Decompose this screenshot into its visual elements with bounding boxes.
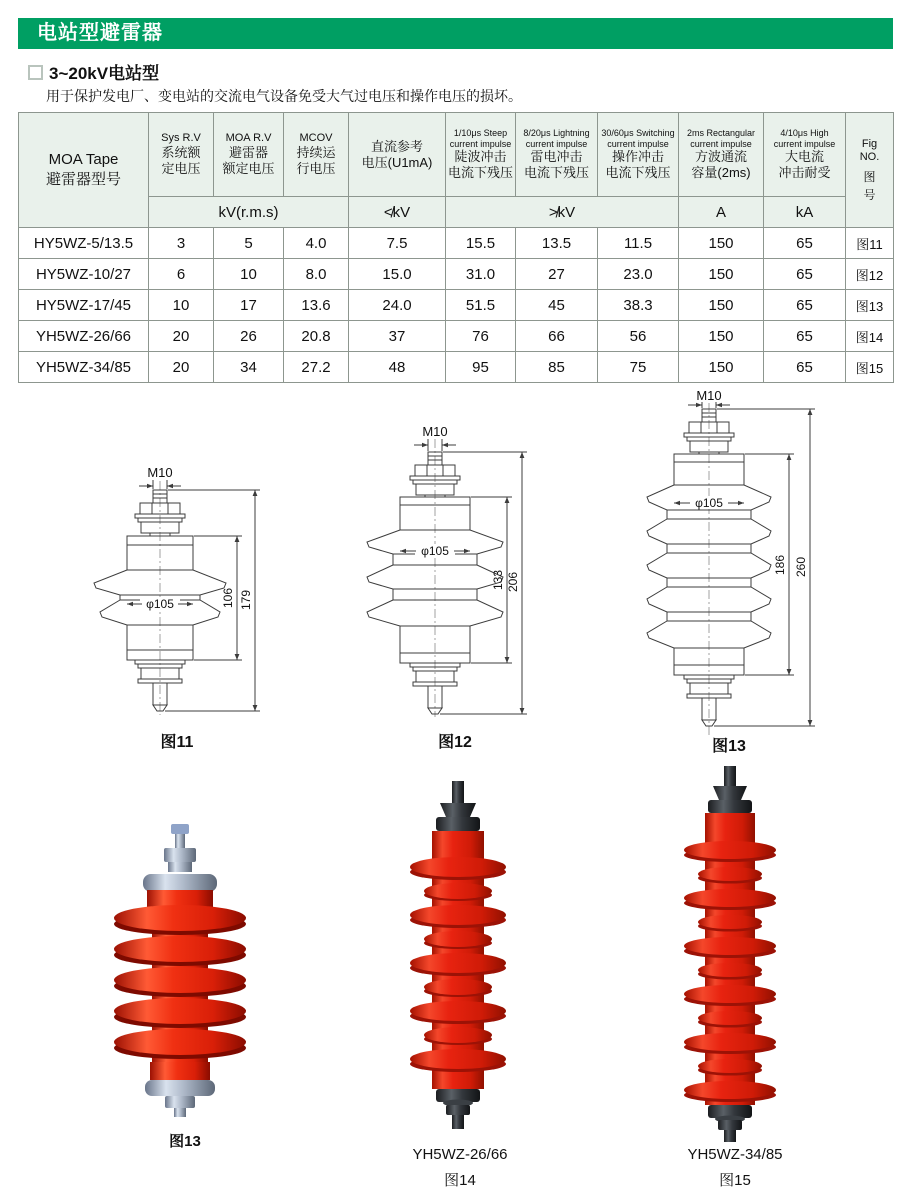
cell: 65 xyxy=(764,290,846,321)
cell-model: HY5WZ-5/13.5 xyxy=(19,228,149,259)
cell-fig: 图15 xyxy=(846,352,894,383)
technical-drawing-fig13 xyxy=(600,390,830,740)
cell-fig: 图12 xyxy=(846,259,894,290)
photo-model: YH5WZ-34/85 xyxy=(687,1146,783,1163)
total-height-label: 179 xyxy=(239,589,253,611)
cell-fig: 图13 xyxy=(846,290,894,321)
column-header-dc-ref: 直流参考 电压(U1mA) xyxy=(349,113,446,197)
photo-caption: 图13 xyxy=(169,1133,201,1150)
cell: 3 xyxy=(149,228,214,259)
cell: 11.5 xyxy=(598,228,679,259)
cell: 8.0 xyxy=(284,259,349,290)
column-header-lightning: 8/20μs Lightning current impulse 雷电冲击 电流下残压 xyxy=(516,113,598,197)
table-row xyxy=(19,352,894,383)
cell: 6 xyxy=(149,259,214,290)
cell: 31.0 xyxy=(446,259,516,290)
cell: 10 xyxy=(149,290,214,321)
section-title xyxy=(28,59,159,84)
cell: 15.5 xyxy=(446,228,516,259)
table-row xyxy=(19,290,894,321)
cell-model: YH5WZ-26/66 xyxy=(19,321,149,352)
photo-caption: 图14 xyxy=(444,1172,476,1189)
column-header-rectangular: 2ms Rectangular current impulse 方波通流 容量(2ms) xyxy=(679,113,764,197)
cell: 7.5 xyxy=(349,228,446,259)
cell: 75 xyxy=(598,352,679,383)
cell: 13.5 xyxy=(516,228,598,259)
cell-model: YH5WZ-34/85 xyxy=(19,352,149,383)
column-header-switching: 30/60μs Switching current impulse 操作冲击 电流下残压 xyxy=(598,113,679,197)
total-height-label: 206 xyxy=(506,571,520,593)
table-row xyxy=(19,259,894,290)
unit-kv-rms: kV(r.m.s) xyxy=(149,197,349,228)
cell: 26 xyxy=(214,321,284,352)
cell: 34 xyxy=(214,352,284,383)
cell: 56 xyxy=(598,321,679,352)
cell-fig: 图11 xyxy=(846,228,894,259)
arrester-photo-1 xyxy=(95,818,315,1118)
unit-residual: ≯kV xyxy=(446,197,679,228)
cell: 150 xyxy=(679,290,764,321)
body-height-label: 186 xyxy=(773,554,787,576)
technical-drawing-fig12 xyxy=(330,425,540,720)
cell: 150 xyxy=(679,352,764,383)
diameter-label: φ105 xyxy=(421,544,449,558)
cell: 95 xyxy=(446,352,516,383)
cell: 51.5 xyxy=(446,290,516,321)
square-bullet-icon xyxy=(28,65,43,80)
column-header-mcov: MCOV 持续运 行电压 xyxy=(284,113,349,197)
cell-fig: 图14 xyxy=(846,321,894,352)
body-height-label: 106 xyxy=(221,587,235,609)
column-header-model: MOA Tape 避雷器型号 xyxy=(19,113,149,228)
total-height-label: 260 xyxy=(794,556,808,578)
photo-model: YH5WZ-26/66 xyxy=(412,1146,508,1163)
section-title-text: 3~20kV电站型 xyxy=(49,64,160,83)
diameter-label: φ105 xyxy=(695,496,723,510)
arrester-photo-2 xyxy=(390,775,530,1133)
cell: 65 xyxy=(764,321,846,352)
cell: 15.0 xyxy=(349,259,446,290)
column-header-high-current: 4/10μs High current impulse 大电流 冲击耐受 xyxy=(764,113,846,197)
unit-amps: A xyxy=(679,197,764,228)
column-header-sys-rv: Sys R.V 系统额 定电压 xyxy=(149,113,214,197)
cell-model: HY5WZ-10/27 xyxy=(19,259,149,290)
cell: 24.0 xyxy=(349,290,446,321)
page-title: 电站型避雷器 xyxy=(37,22,163,44)
drawing-caption: 图11 xyxy=(160,734,194,751)
cell: 10 xyxy=(214,259,284,290)
cell: 17 xyxy=(214,290,284,321)
cell: 23.0 xyxy=(598,259,679,290)
cell: 150 xyxy=(679,228,764,259)
unit-kiloamps: kA xyxy=(764,197,846,228)
thread-label: M10 xyxy=(696,390,722,403)
body-height-label: 133 xyxy=(491,569,505,591)
thread-label: M10 xyxy=(147,465,173,480)
thread-label: M10 xyxy=(422,425,448,439)
cell: 20 xyxy=(149,321,214,352)
cell: 27.2 xyxy=(284,352,349,383)
cell: 150 xyxy=(679,321,764,352)
cell: 45 xyxy=(516,290,598,321)
cell: 20.8 xyxy=(284,321,349,352)
cell: 76 xyxy=(446,321,516,352)
page-title-bar xyxy=(18,18,893,49)
cell: 65 xyxy=(764,228,846,259)
cell: 4.0 xyxy=(284,228,349,259)
cell: 13.6 xyxy=(284,290,349,321)
unit-dc-ref: ≮kV xyxy=(349,197,446,228)
cell: 65 xyxy=(764,352,846,383)
section-description: 用于保护发电厂、变电站的交流电气设备免受大气过电压和操作电压的损坏。 xyxy=(46,88,522,104)
spec-table xyxy=(18,112,894,383)
cell: 65 xyxy=(764,259,846,290)
cell: 37 xyxy=(349,321,446,352)
cell: 5 xyxy=(214,228,284,259)
cell: 20 xyxy=(149,352,214,383)
cell-model: HY5WZ-17/45 xyxy=(19,290,149,321)
cell: 85 xyxy=(516,352,598,383)
drawing-caption: 图12 xyxy=(438,734,472,751)
cell: 150 xyxy=(679,259,764,290)
technical-drawing-fig11 xyxy=(90,465,280,720)
column-header-steep: 1/10μs Steep current impulse 陡波冲击 电流下残压 xyxy=(446,113,516,197)
drawing-caption: 图13 xyxy=(712,738,746,755)
photo-caption: 图15 xyxy=(719,1172,751,1189)
column-header-fig-no: Fig NO. 图 号 xyxy=(846,113,894,228)
cell: 66 xyxy=(516,321,598,352)
cell: 27 xyxy=(516,259,598,290)
cell: 48 xyxy=(349,352,446,383)
cell: 38.3 xyxy=(598,290,679,321)
arrester-photo-3 xyxy=(655,762,805,1144)
table-row xyxy=(19,228,894,259)
table-row xyxy=(19,321,894,352)
column-header-moa-rv: MOA R.V 避雷器 额定电压 xyxy=(214,113,284,197)
diameter-label: φ105 xyxy=(146,597,174,611)
